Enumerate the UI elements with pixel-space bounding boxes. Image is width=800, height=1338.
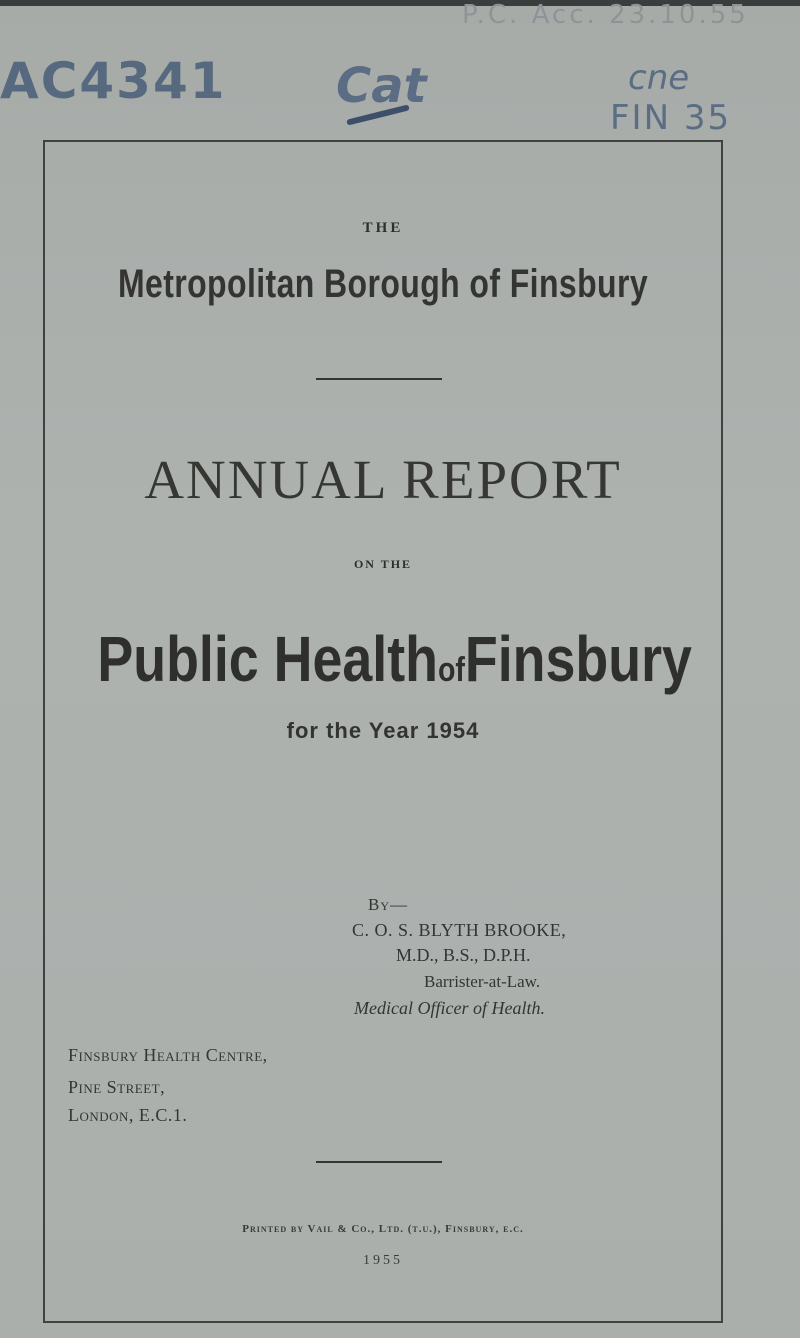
- author-title: Barrister-at-Law.: [424, 972, 541, 991]
- subject-main: Public Health: [97, 623, 438, 695]
- on-the-label: ON THE: [353, 557, 413, 571]
- shelf-mark: FIN 35: [610, 98, 732, 138]
- pencil-annotation: P.C. Acc. 23.10.55: [462, 0, 749, 30]
- author-qualifications: M.D., B.S., D.P.H.: [396, 945, 531, 965]
- address-line-3: London, E.C.1.: [68, 1105, 188, 1125]
- divider-rule: [316, 378, 442, 380]
- author-name: C. O. S. BLYTH BROOKE,: [352, 920, 567, 940]
- author-role: Medical Officer of Health.: [354, 998, 545, 1018]
- print-year: 1955: [363, 1253, 403, 1268]
- subject-of: of: [437, 651, 465, 689]
- cat-mark: Cat: [336, 58, 427, 114]
- accession-number: AC4341: [0, 52, 227, 110]
- borough-title: Metropolitan Borough of Finsbury: [117, 262, 649, 306]
- handwritten-initials: cne: [628, 58, 690, 98]
- report-period: for the Year 1954: [286, 718, 480, 743]
- subject-place: Finsbury: [464, 623, 692, 695]
- printer-imprint: Printed by Vail & Co., Ltd. (t.u.), Finsbury, e.c.: [242, 1223, 524, 1235]
- address-line-1: Finsbury Health Centre,: [68, 1045, 268, 1065]
- by-label: By—: [368, 895, 409, 914]
- address-line-2: Pine Street,: [68, 1077, 166, 1097]
- report-subject: [97, 622, 692, 696]
- report-title: ANNUAL REPORT: [144, 449, 622, 510]
- divider-rule: [316, 1161, 442, 1163]
- title-the: THE: [362, 220, 404, 236]
